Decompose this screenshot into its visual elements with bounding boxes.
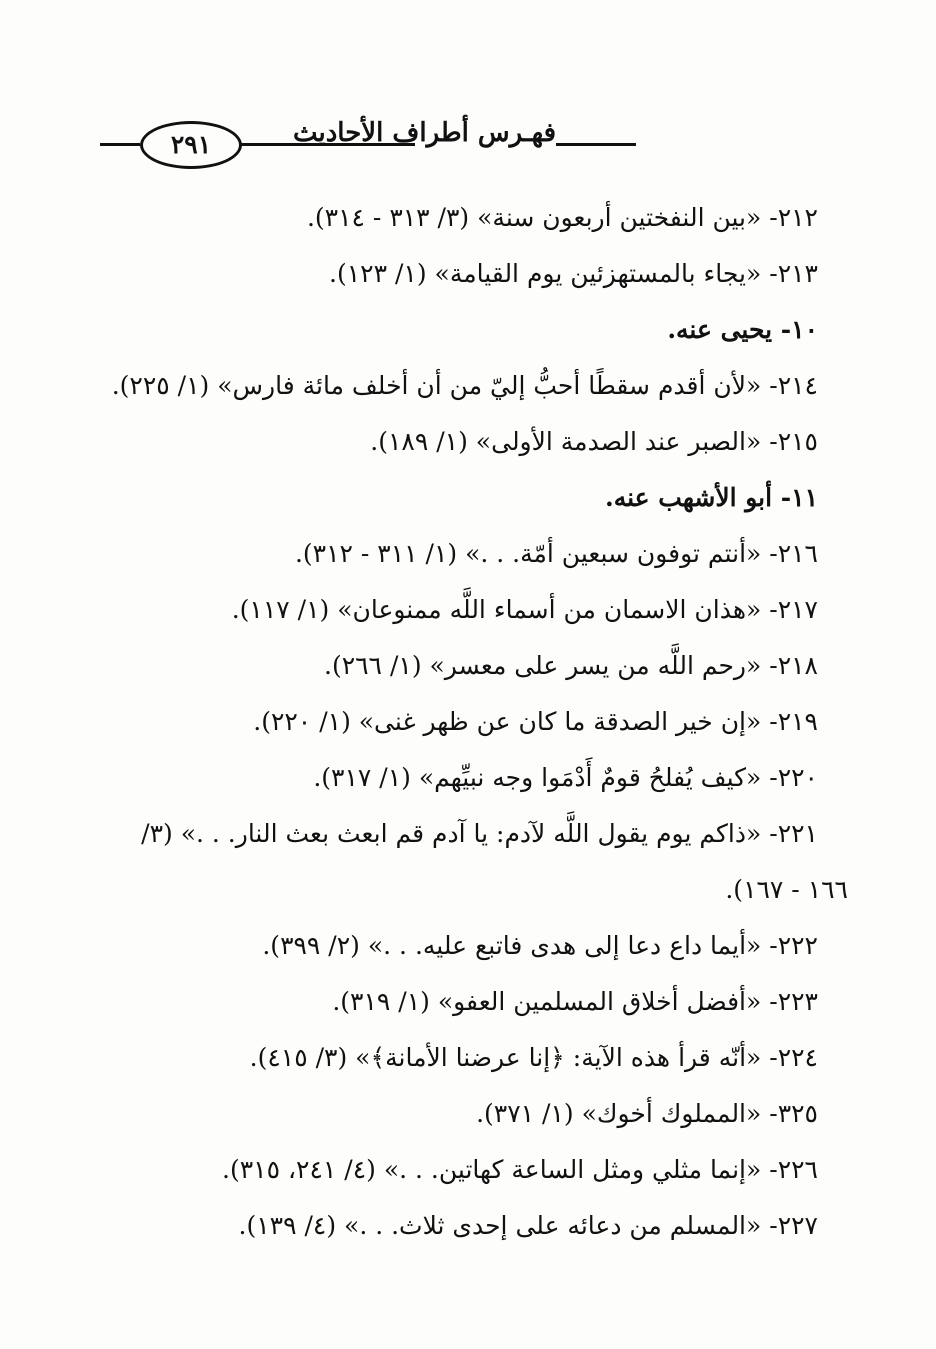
index-entry-215: ٢١٥- «الصبر عند الصدمة الأولى» (١/ ١٨٩).	[370, 427, 818, 456]
index-entry-223: ٢٢٣- «أفضل أخلاق المسلمين العفو» (١/ ٣١٩).	[332, 987, 818, 1016]
narrator-heading-11: ١١- أبو الأشهب عنه.	[605, 483, 818, 512]
index-entry-213: ٢١٣- «يجاء بالمستهزئين يوم القيامة» (١/ ١٢٣).	[329, 259, 818, 288]
index-entry-217: ٢١٧- «هذان الاسمان من أسماء اللَّه ممنوعان» (١/ ١١٧).	[231, 595, 818, 624]
header-rule-left-end	[100, 143, 140, 146]
index-entry-219: ٢١٩- «إن خير الصدقة ما كان عن ظهر غنى» (١/ ٢٢٠).	[253, 707, 818, 736]
narrator-heading-10: ١٠- يحيى عنه.	[667, 315, 818, 344]
index-entry-325: ٣٢٥- «المملوك أخوك» (١/ ٣٧١).	[476, 1099, 818, 1128]
index-entry-226: ٢٢٦- «إنما مثلي ومثل الساعة كهاتين. . .» (٤/ ٢٤١، ٣١٥).	[222, 1155, 818, 1184]
index-entry-220: ٢٢٠- «كيف يُفلحُ قومٌ أَدْمَوا وجه نبيِّهم» (١/ ٣١٧).	[313, 763, 818, 792]
index-entry-224: ٢٢٤- «أنّه قرأ هذه الآية: ﴿إنا عرضنا الأمانة﴾» (٣/ ٤١٥).	[249, 1043, 818, 1072]
index-entry-222: ٢٢٢- «أيما داع دعا إلى هدى فاتبع عليه. . .» (٢/ ٣٩٩).	[262, 931, 818, 960]
index-entry-221	[110, 806, 848, 918]
header-title: فهـرس أطراف الأحاديث	[292, 118, 556, 148]
index-entry-221-line-2: ١٦٦ - ١٦٧).	[725, 875, 848, 904]
index-entry-212: ٢١٢- «بين النفختين أربعون سنة» (٣/ ٣١٣ - ٣١٤).	[306, 203, 818, 232]
hadith-index-list	[110, 190, 848, 1254]
index-entry-218: ٢١٨- «رحم اللَّه من يسر على معسر» (١/ ٢٦٦).	[324, 651, 818, 680]
page-number: ٢٩١	[140, 121, 242, 169]
index-entry-216: ٢١٦- «أنتم توفون سبعين أمّة. . .» (١/ ٣١١ - ٣١٢).	[294, 539, 818, 568]
index-entry-221-line-1: ٢٢١- «ذاكم يوم يقول اللَّه لآدم: يا آدم قم ابعث بعث النار. . .» (٣/	[141, 819, 818, 848]
header-rule-right	[556, 143, 636, 146]
index-entry-227: ٢٢٧- «المسلم من دعائه على إحدى ثلاث. . .» (٤/ ١٣٩).	[238, 1211, 818, 1240]
index-entry-214: ٢١٤- «لأن أقدم سقطًا أحبُّ إليّ من أن أخلف مائة فارس» (١/ ٢٢٥).	[111, 371, 818, 400]
running-header	[100, 112, 846, 172]
